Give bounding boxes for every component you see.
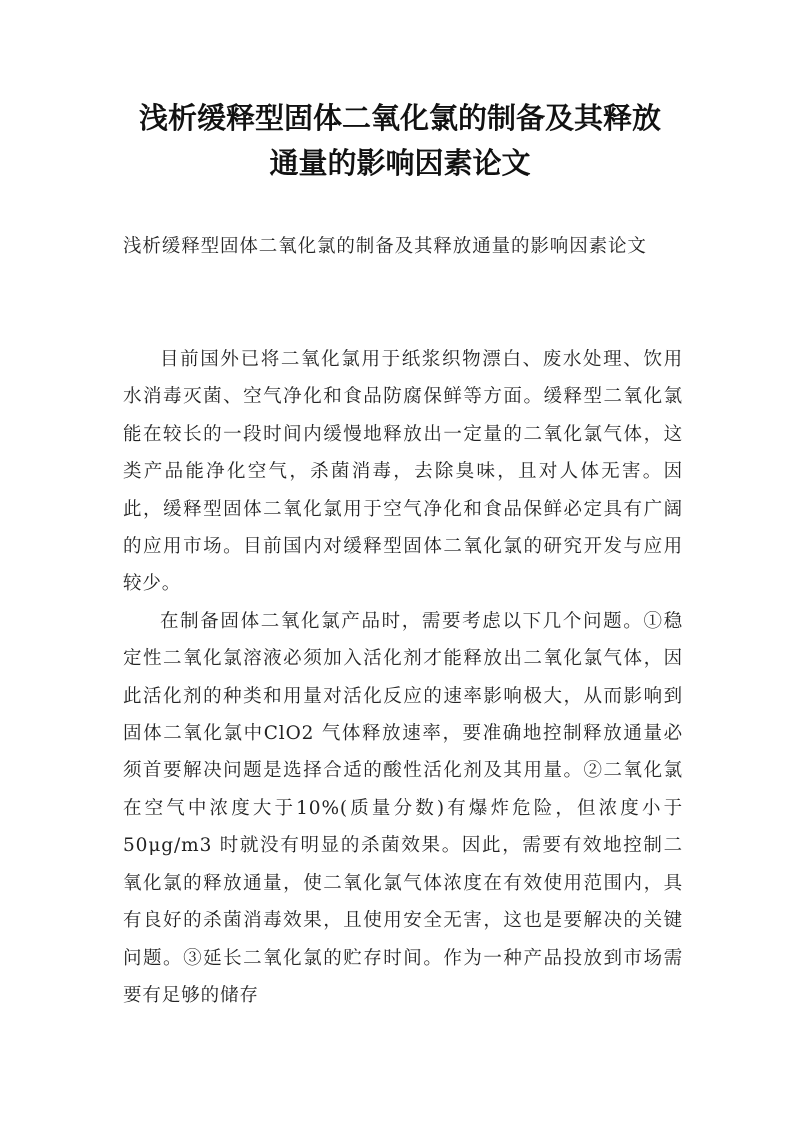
paragraph-2: 在制备固体二氧化氯产品时，需要考虑以下几个问题。①稳定性二氧化氯溶液必须加入活化剂才能释放出二氧化氯气体，因此活化剂的种类和用量对活化反应的速率影响极大，从而影响到固体二氧化氯中ClO2 气体释放速率，要准确地控制释放通量必须首要解决问题是选择合适的酸性活化剂及其用量。②二氧化氯在空气中浓度大于10%(质量分数)有爆炸危险，但浓度小于50μg/m3 时就没有明显的杀菌效果。因此，需要有效地控制二氧化氯的释放通量，使二氧化氯气体浓度在有效使用范围内，具有良好的杀菌消毒效果，且使用安全无害，这也是要解决的关键问题。③延长二氧化氯的贮存时间。作为一种产品投放到市场需要有足够的储存 xyxy=(123,610,683,1006)
document-title-line-1: 浅析缓释型固体二氧化氯的制备及其释放 xyxy=(138,101,661,135)
document-title-line-2: 通量的影响因素论文 xyxy=(269,146,531,180)
paragraph-1: 目前国外已将二氧化氯用于纸浆织物漂白、废水处理、饮用水消毒灭菌、空气净化和食品防腐保鲜等方面。缓释型二氧化氯能在较长的一段时间内缓慢地释放出一定量的二氧化氯气体，这类产品能净化空气，杀菌消毒，去除臭味，且对人体无害。因此，缓释型固体二氧化氯用于空气净化和食品保鲜必定具有广阔的应用市场。目前国内对缓释型固体二氧化氯的研究开发与应用较少。 xyxy=(123,349,683,595)
document-title xyxy=(100,96,700,186)
document-subtitle: 浅析缓释型固体二氧化氯的制备及其释放通量的影响因素论文 xyxy=(123,236,647,257)
document-body xyxy=(123,341,683,1014)
